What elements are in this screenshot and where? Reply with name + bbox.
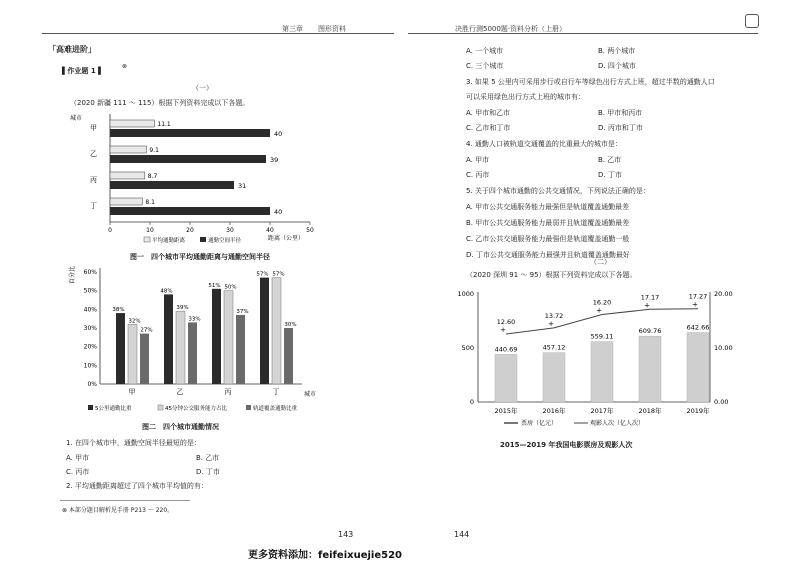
fig1-label-avg-distance: 9.1 xyxy=(149,147,159,154)
fig3-bar xyxy=(591,342,613,402)
fig1-bar-avg-distance xyxy=(110,172,145,179)
fig3-category-label: 2017年 xyxy=(590,407,614,415)
fig1-x-tick-label: 30 xyxy=(226,227,234,234)
fig2-bar-label: 39% xyxy=(176,305,189,312)
fig1-legend-radius: 通勤空间半径 xyxy=(208,238,242,244)
fig3-bar-label: 457.12 xyxy=(542,343,566,352)
fig2-bar xyxy=(224,291,233,384)
fig1-label-radius: 39 xyxy=(270,156,279,164)
q2-option-d: D. 四个城市 xyxy=(598,62,636,70)
figure-2-title: 图二 四个城市通勤情况 xyxy=(142,423,219,431)
q5-option-a: A. 甲市公共交通服务能力最强但是轨道覆盖通勤最差 xyxy=(466,203,630,211)
fig1-x-tick-label: 0 xyxy=(108,227,112,234)
corner-icon xyxy=(745,14,759,28)
q4-option-b: B. 乙市 xyxy=(598,156,622,164)
fig1-label-radius: 31 xyxy=(238,182,247,190)
fig3-bar-label: 609.76 xyxy=(638,327,662,336)
fig1-bar-avg-distance xyxy=(110,198,142,205)
fig3-bar xyxy=(543,353,565,402)
fig3-line-marker: + xyxy=(644,301,650,310)
fig1-legend-swatch-radius xyxy=(200,237,206,242)
fig2-bar-label: 32% xyxy=(128,318,141,325)
fig1-x-tick-label: 40 xyxy=(266,227,274,234)
fig1-legend-swatch-avg xyxy=(144,237,150,242)
fig2-legend-swatch xyxy=(246,405,251,410)
fig2-legend-label: 5公里通勤比重 xyxy=(95,406,132,412)
fig1-category-label: 乙 xyxy=(90,150,97,158)
question-4: 4. 通勤人口被轨道交通覆盖的比重最大的城市是： xyxy=(466,140,622,148)
figure-2-chart xyxy=(70,262,340,422)
fig3-line-label: 13.72 xyxy=(544,311,564,320)
footnote: ⊗ 本部分题目解析见手册 P213 ～ 220。 xyxy=(62,507,174,514)
right-page-number: 144 xyxy=(454,530,470,539)
question-1: 1. 在四个城市中，通勤空间半径最短的是： xyxy=(66,439,201,447)
chapter-label: 第三章 xyxy=(282,25,303,33)
fig3-line-label: 16.20 xyxy=(592,298,612,307)
fig2-y-tick-label: 30% xyxy=(83,325,97,332)
fig2-legend-label: 45分钟公交服务能力占比 xyxy=(165,406,227,412)
fig3-line-marker: + xyxy=(500,325,506,334)
q2-option-c: C. 三个城市 xyxy=(466,62,504,70)
question-3-line2: 可以采用绿色出行方式上班的城市有： xyxy=(466,93,585,101)
fig1-bar-avg-distance xyxy=(110,120,154,127)
fig3-category-label: 2015年 xyxy=(494,407,518,415)
fig2-y-tick-label: 20% xyxy=(83,343,97,351)
fig2-y-tick-label: 40% xyxy=(83,306,97,314)
fig2-bar xyxy=(284,328,293,384)
fig1-bar-avg-distance xyxy=(110,146,146,153)
fig1-label-avg-distance: 11.1 xyxy=(157,121,171,128)
q4-option-c: C. 丙市 xyxy=(466,171,490,179)
fig1-legend-avg: 平均通勤距离 xyxy=(152,238,186,244)
homework-title: ▌作业题 1 ▌ xyxy=(62,67,104,75)
fig1-label-avg-distance: 8.1 xyxy=(145,199,155,206)
fig2-y-tick-label: 10% xyxy=(83,362,97,370)
fig3-bar-label: 642.66 xyxy=(686,323,710,332)
fig1-x-tick-label: 10 xyxy=(146,227,154,234)
fig3-category-label: 2016年 xyxy=(542,407,566,415)
fig1-bar-radius xyxy=(110,207,270,215)
part-one-label: （一） xyxy=(192,84,213,92)
figure-3-chart xyxy=(448,282,768,438)
fig3-right-tick-label: 10.00 xyxy=(714,344,733,352)
footnote-rule xyxy=(60,500,190,501)
fig2-ylabel: 百分比 xyxy=(69,265,76,284)
q5-option-d: D. 丁市公共交通服务能力最强并且轨道覆盖通勤最好 xyxy=(466,251,630,259)
fig2-bar xyxy=(176,311,185,384)
q2-option-b: B. 两个城市 xyxy=(598,47,636,55)
fig2-bar xyxy=(236,315,245,384)
fig1-bar-radius xyxy=(110,181,234,189)
fig2-xlabel: 城市 xyxy=(304,391,317,398)
figure-1-title: 图一 四个城市平均通勤距离与通勤空间半径 xyxy=(130,253,270,261)
fig2-category-label: 丁 xyxy=(272,388,280,396)
fig3-category-label: 2019年 xyxy=(686,407,710,415)
fig2-bar xyxy=(128,324,137,384)
part-one-intro: （2020 新疆 111 ～ 115）根据下列资料完成以下各题。 xyxy=(70,99,250,107)
fig1-x-tick-label: 20 xyxy=(186,227,194,234)
fig2-bar xyxy=(116,313,125,384)
part-two-label: （二） xyxy=(590,258,611,266)
fig3-left-tick-label: 1000 xyxy=(457,290,474,298)
fig2-category-label: 乙 xyxy=(176,388,184,396)
fig3-category-label: 2018年 xyxy=(638,407,662,415)
fig1-bar-radius xyxy=(110,129,270,137)
fig3-line xyxy=(506,306,698,334)
q1-option-c: C. 丙市 xyxy=(66,468,90,476)
fig1-label-radius: 40 xyxy=(274,130,283,138)
fig3-bar xyxy=(639,336,661,402)
fig2-bar-label: 30% xyxy=(284,322,297,328)
chapter-title: 图形资料 xyxy=(318,25,346,33)
q3-option-c: C. 乙市和丁市 xyxy=(466,124,511,132)
q3-option-a: A. 甲市和乙市 xyxy=(466,109,511,117)
fig2-category-label: 丙 xyxy=(224,388,232,396)
fig2-legend-label: 轨道覆盖通勤比重 xyxy=(253,406,298,412)
fig3-line-marker: + xyxy=(692,300,698,309)
fig3-legend-bar: 票房（亿元） xyxy=(521,420,558,427)
fig3-line-marker: + xyxy=(596,306,602,315)
figure-1-chart xyxy=(70,110,340,250)
q1-option-b: B. 乙市 xyxy=(196,454,220,462)
fig3-right-tick-label: 0.00 xyxy=(714,398,729,406)
fig1-category-label: 丙 xyxy=(90,176,97,184)
fig2-bar xyxy=(260,278,269,384)
fig2-bar-label: 57% xyxy=(256,271,269,278)
fig2-bar-label: 27% xyxy=(140,327,153,334)
fig2-bar-label: 50% xyxy=(224,284,237,291)
fig1-xlabel: 距离（公里） xyxy=(268,235,305,242)
question-3-line1: 3. 如果 5 公里内可采用步行或自行车等绿色出行方式上班，超过半数的通勤人口 xyxy=(466,78,715,86)
fig2-bar xyxy=(272,278,281,384)
fig2-bar xyxy=(212,289,221,384)
fig1-ylabel: 城市 xyxy=(70,115,83,122)
q5-option-b: B. 甲市公共交通服务能力最弱并且轨道覆盖通勤最差 xyxy=(466,219,630,227)
fig3-bar-label: 440.69 xyxy=(494,345,518,354)
question-5: 5. 关于四个城市通勤的公共交通情况，下列说法正确的是： xyxy=(466,187,650,195)
figure-3-title: 2015—2019 年我国电影票房及观影人次 xyxy=(500,441,633,449)
fig2-legend-swatch xyxy=(88,405,93,410)
book-title: 决胜行测5000题·资料分析（上册） xyxy=(455,25,567,33)
q1-option-d: D. 丁市 xyxy=(196,468,220,476)
q3-option-b: B. 甲市和丙市 xyxy=(598,109,643,117)
fig1-bar-radius xyxy=(110,155,266,163)
q2-option-a: A. 一个城市 xyxy=(466,47,504,55)
q4-option-d: D. 丁市 xyxy=(598,171,622,179)
fig3-right-tick-label: 20.00 xyxy=(714,290,733,298)
fig2-bar xyxy=(164,294,173,384)
fig3-left-tick-label: 0 xyxy=(469,398,474,406)
fig3-line-label: 17.17 xyxy=(640,293,660,302)
fig2-bar-label: 51% xyxy=(208,282,221,289)
fig3-left-tick-label: 500 xyxy=(461,344,474,352)
fig2-bar-label: 33% xyxy=(188,316,201,323)
fig1-x-tick-label: 50 xyxy=(306,227,314,234)
fig3-line-marker: + xyxy=(548,319,554,328)
fig3-legend-line: 观影人次（亿人次） xyxy=(590,420,645,427)
question-2: 2. 平均通勤距离超过了四个城市平均值的有： xyxy=(66,482,208,490)
fig1-label-radius: 40 xyxy=(274,208,283,216)
fig3-line-label: 17.27 xyxy=(688,292,708,301)
q1-option-a: A. 甲市 xyxy=(66,454,90,462)
fig2-bar-label: 48% xyxy=(160,288,173,295)
fig2-legend-swatch xyxy=(158,405,163,410)
fig1-category-label: 丁 xyxy=(90,202,97,210)
fig2-bar-label: 38% xyxy=(112,307,125,314)
fig2-bar xyxy=(140,334,149,384)
q5-option-c: C. 乙市公共交通服务能力最强但是轨道覆盖通勤一般 xyxy=(466,235,630,243)
fig1-category-label: 甲 xyxy=(90,124,97,132)
fig2-bar-label: 57% xyxy=(272,271,285,278)
footer-watermark: 更多资料添加：feifeixuejie520 xyxy=(248,550,402,561)
q3-option-d: D. 丙市和丁市 xyxy=(598,124,643,132)
section-title: 「高难进阶」 xyxy=(48,45,96,54)
fig3-bar-label: 559.11 xyxy=(590,332,614,341)
fig2-y-tick-label: 50% xyxy=(83,287,97,295)
fig3-line-label: 12.60 xyxy=(496,317,516,326)
fig2-bar xyxy=(188,322,197,384)
q4-option-a: A. 甲市 xyxy=(466,156,490,164)
left-page-number: 143 xyxy=(338,530,354,539)
homework-mark: ⊗ xyxy=(122,63,128,70)
fig2-bar-label: 37% xyxy=(236,308,249,315)
fig1-label-avg-distance: 8.7 xyxy=(147,173,158,180)
fig3-bar xyxy=(687,333,709,402)
part-two-intro: （2020 深圳 91 ～ 95）根据下列资料完成以下各题。 xyxy=(466,271,637,279)
fig2-y-tick-label: 60% xyxy=(83,269,97,276)
fig2-category-label: 甲 xyxy=(128,388,136,396)
fig3-bar xyxy=(495,354,517,402)
fig2-y-tick-label: 0% xyxy=(87,381,97,388)
